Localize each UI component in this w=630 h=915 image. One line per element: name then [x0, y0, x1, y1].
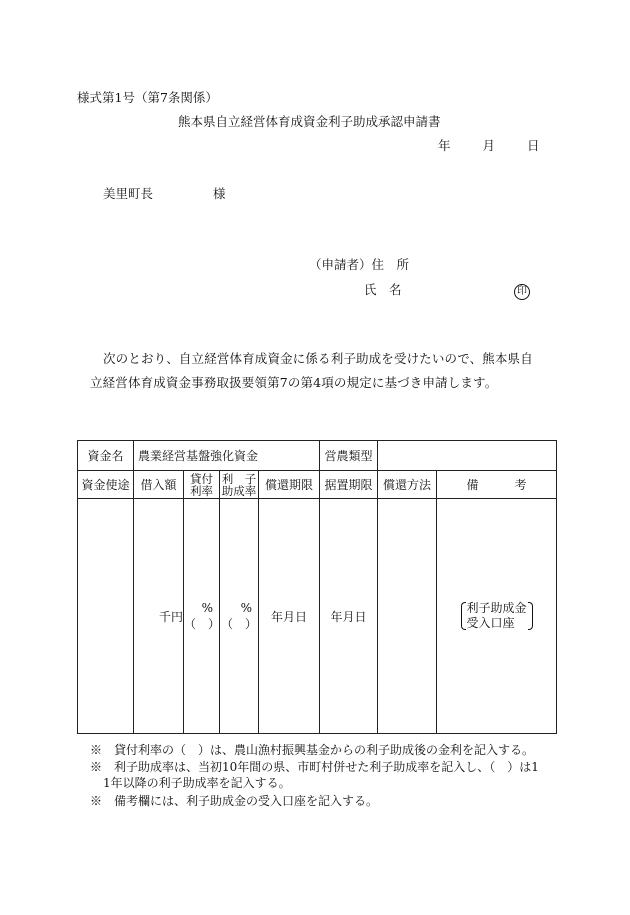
- farming-type-value: [378, 441, 557, 471]
- remarks-cell: [437, 499, 557, 734]
- addressee-honorific: 様: [212, 186, 226, 201]
- usage-header: 資金使途: [78, 471, 134, 499]
- subsidy-rate-paren: （ ）: [220, 616, 257, 631]
- seal-icon: 印: [514, 284, 530, 300]
- application-table: [77, 440, 557, 734]
- repay-date: 年月日: [271, 609, 308, 624]
- document-title: 熊本県自立経営体育成資金利子助成承認申請書: [178, 114, 441, 129]
- note-2-continued: 1年以降の利子助成率を記入する。: [103, 776, 291, 790]
- repay-method-header: 償還方法: [378, 471, 437, 499]
- amount-unit: 千円: [158, 609, 183, 624]
- fund-name-label: 資金名: [78, 441, 134, 471]
- subsidy-rate-cell: [220, 499, 259, 734]
- loan-rate-cell: [184, 499, 220, 734]
- farming-type-label: 営農類型: [320, 441, 378, 471]
- date-year: 年: [438, 138, 451, 153]
- applicant-name-label: 氏 名: [364, 282, 402, 297]
- loan-amount-cell: [134, 499, 184, 734]
- date-month: 月: [482, 138, 495, 153]
- subsidy-rate-percent: %: [240, 600, 252, 615]
- remarks-header: 備 考: [437, 471, 557, 499]
- remarks-line2: 受入口座: [466, 616, 515, 630]
- subsidy-rate-header-line1: 利 子: [221, 471, 257, 486]
- remarks-bracket: [461, 601, 533, 631]
- date-day: 日: [526, 138, 540, 153]
- grace-period-cell: [320, 499, 378, 734]
- applicant-address-label: （申請者）住 所: [309, 257, 410, 272]
- loan-rate-header: [184, 471, 220, 499]
- loan-rate-paren: （ ）: [184, 616, 221, 631]
- grace-date: 年月日: [330, 609, 367, 624]
- body-line-1: 次のとおり、自立経営体育成資金に係る利子助成を受けたいので、熊本県自: [103, 351, 533, 366]
- loan-rate-header-line1: 貸付: [190, 471, 213, 486]
- body-line-2: 立経営体育成資金事務取扱要領第7の第4項の規定に基づき申請します。: [90, 375, 498, 390]
- usage-cell: [78, 499, 134, 734]
- repay-method-cell: [378, 499, 437, 734]
- subsidy-rate-header: [220, 471, 259, 499]
- fund-name-value: 農業経営基盤強化資金: [134, 441, 320, 471]
- remarks-line1: 利子助成金: [466, 601, 527, 615]
- date-line: [438, 136, 539, 154]
- note-1: ※ 貸付利率の（ ）は、農山漁村振興基金からの利子助成後の金利を記入する。: [90, 743, 535, 757]
- loan-rate-percent: %: [201, 600, 213, 615]
- loan-rate-header-line2: 利率: [190, 483, 213, 498]
- repay-period-header: 償還期限: [259, 471, 320, 499]
- note-3: ※ 備考欄には、利子助成金の受入口座を記入する。: [90, 794, 379, 808]
- seal-mark: [514, 279, 530, 300]
- subsidy-rate-header-line2: 助成率: [221, 483, 257, 498]
- loan-amount-header: 借入額: [134, 471, 184, 499]
- grace-period-header: 据置期限: [320, 471, 378, 499]
- form-number: 様式第1号（第7条関係）: [77, 90, 218, 105]
- addressee: [103, 184, 226, 202]
- repay-period-cell: [259, 499, 320, 734]
- addressee-name: 美里町長: [103, 186, 154, 201]
- note-2: ※ 利子助成率は、当初10年間の県、市町村併せた利子助成率を記入し、（ ）は1: [90, 760, 539, 774]
